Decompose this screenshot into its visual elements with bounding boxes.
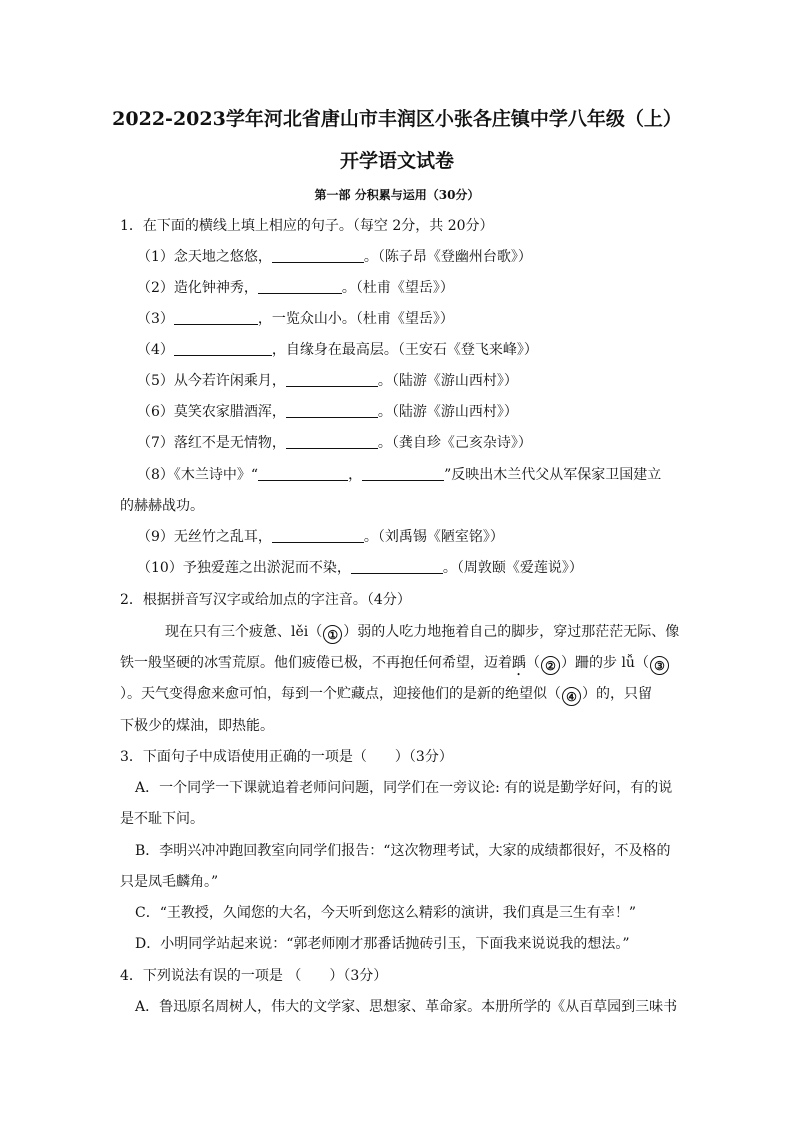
q1-item-8-text: （8）《木兰诗中》“ bbox=[137, 467, 259, 483]
q3-option-c[interactable]: C．“王教授，久闻您的大名，今天听到您这么精彩的演讲，我们真是三生有幸！” bbox=[135, 905, 637, 921]
q1-item-5-source: 。（陆游《游山西村》） bbox=[377, 373, 518, 389]
answer-blank[interactable] bbox=[174, 341, 272, 356]
answer-blank[interactable] bbox=[258, 466, 348, 481]
q1-item-8-continuation: 的赫赫战功。 bbox=[120, 498, 204, 514]
blank-marker-2[interactable]: ② bbox=[541, 656, 560, 675]
q4-option-a[interactable]: A．鲁迅原名周树人，伟大的文学家、思想家、革命家。本册所学的《从百草园到三味书 bbox=[135, 999, 678, 1015]
q1-item-5-text: （5）从今若许闲乘月， bbox=[137, 373, 286, 389]
passage-text: 跚 bbox=[575, 655, 589, 671]
blank-marker-1[interactable]: ① bbox=[323, 625, 342, 644]
answer-blank[interactable] bbox=[362, 466, 444, 481]
passage-text: ） bbox=[561, 655, 575, 671]
question-4-stem: 4．下列说法有误的一项是 （ ）（3分） bbox=[120, 968, 388, 984]
blank-marker-4[interactable]: ④ bbox=[562, 687, 581, 706]
q2-passage-line-3 bbox=[120, 684, 652, 706]
q1-item-10-text: （10）予独爱莲之出淤泥而不染， bbox=[137, 560, 351, 576]
q1-item-10 bbox=[137, 558, 583, 578]
q2-passage-line-4: 下极少的煤油，即热能。 bbox=[120, 718, 274, 734]
q1-item-8-comma: ， bbox=[348, 467, 363, 483]
q1-item-7 bbox=[137, 433, 532, 453]
q1-item-5 bbox=[137, 371, 518, 391]
blank-marker-3[interactable]: ③ bbox=[650, 656, 669, 675]
q1-item-10-source: 。（周敦颐《爱莲说》） bbox=[442, 560, 583, 576]
dotted-char: 踽 bbox=[512, 655, 526, 671]
passage-text: ）的，只留 bbox=[582, 686, 652, 702]
q2-passage-line-1 bbox=[165, 622, 679, 644]
answer-blank[interactable] bbox=[351, 559, 443, 574]
q1-item-1-text: （1）念天地之悠悠， bbox=[137, 249, 272, 265]
q1-item-3 bbox=[137, 309, 454, 329]
q1-item-3-text: （3） bbox=[137, 311, 174, 327]
q1-item-9-source: 。（刘禹锡《陋室铭》） bbox=[363, 529, 504, 545]
q1-item-6-source: 。（陆游《游山西村》） bbox=[377, 404, 518, 420]
q1-item-4-source: ，自缘身在最高层。（王安石《登飞来峰》） bbox=[271, 342, 538, 358]
q3-option-a[interactable]: A．一个同学一下课就追着老师问问题，同学们在一旁议论: 有的说是勤学好问，有的说 bbox=[135, 780, 673, 796]
q1-item-4-text: （4） bbox=[137, 342, 174, 358]
passage-text: ）。天气变得愈来愈可怕，每到一个贮藏点，迎接他们的是新的绝望似（ bbox=[120, 686, 561, 702]
q3-option-a-continuation: 是不耻下问。 bbox=[120, 811, 204, 827]
q1-item-1-source: 。（陈子昂《登幽州台歌》） bbox=[363, 249, 532, 265]
passage-text: 的步 lǚ（ bbox=[589, 655, 649, 671]
answer-blank[interactable] bbox=[286, 403, 378, 418]
q1-item-9-text: （9）无丝竹之乱耳， bbox=[137, 529, 272, 545]
q1-item-1 bbox=[137, 247, 532, 267]
q1-item-8-text-end: ”反映出木兰代父从军保家卫国建立 bbox=[444, 467, 662, 483]
passage-text: 铁一般坚硬的冰雪荒原。他们疲倦已极，不再抱任何希望，迈着 bbox=[120, 655, 512, 671]
q1-item-9 bbox=[137, 527, 504, 547]
answer-blank[interactable] bbox=[174, 310, 258, 325]
question-1-stem: 1．在下面的横线上填上相应的句子。（每空 2分，共 20分） bbox=[120, 218, 494, 234]
q1-item-2-text: （2）造化钟神秀， bbox=[137, 280, 258, 296]
q2-passage-line-2 bbox=[120, 653, 670, 679]
exam-subtitle: 开学语文试卷 bbox=[339, 150, 454, 172]
q1-item-4 bbox=[137, 340, 538, 360]
q1-item-8 bbox=[137, 465, 661, 485]
q1-item-7-text: （7）落红不是无情物， bbox=[137, 435, 286, 451]
passage-text: ）弱的人吃力地拖着自己的脚步，穿过那茫茫无际、像 bbox=[343, 624, 680, 640]
q1-item-6 bbox=[137, 402, 518, 422]
answer-blank[interactable] bbox=[286, 434, 378, 449]
q1-item-6-text: （6）莫笑农家腊酒浑， bbox=[137, 404, 286, 420]
answer-blank[interactable] bbox=[286, 372, 378, 387]
passage-text: 现在只有三个疲惫、lěi（ bbox=[165, 624, 323, 640]
q1-item-7-source: 。（龚自珍《己亥杂诗》） bbox=[377, 435, 532, 451]
answer-blank[interactable] bbox=[272, 248, 364, 263]
answer-blank[interactable] bbox=[258, 279, 342, 294]
question-3-stem: 3．下面句子中成语使用正确的一项是（ ）（3分） bbox=[120, 749, 453, 765]
answer-blank[interactable] bbox=[272, 528, 364, 543]
q3-option-b[interactable]: B．李明兴冲冲跑回教室向同学们报告：“这次物理考试，大家的成绩都很好，不及格的 bbox=[135, 843, 671, 859]
q3-option-b-continuation: 只是凤毛麟角。” bbox=[120, 874, 219, 890]
exam-title: 2022-2023学年河北省唐山市丰润区小张各庄镇中学八年级（上） bbox=[112, 108, 682, 130]
passage-text: （ bbox=[526, 655, 540, 671]
q1-item-2-source: 。（杜甫《望岳》） bbox=[341, 280, 454, 296]
question-2-stem: 2．根据拼音写汉字或给加点的字注音。（4分） bbox=[120, 592, 411, 608]
q3-option-d[interactable]: D．小明同学站起来说：“郭老师刚才那番话抛砖引玉，下面我来说说我的想法。” bbox=[135, 936, 630, 952]
q1-item-2 bbox=[137, 278, 454, 298]
section-heading: 第一部 分积累与运用（30分） bbox=[314, 188, 480, 202]
q1-item-3-source: ，一览众山小。（杜甫《望岳》） bbox=[257, 311, 454, 327]
